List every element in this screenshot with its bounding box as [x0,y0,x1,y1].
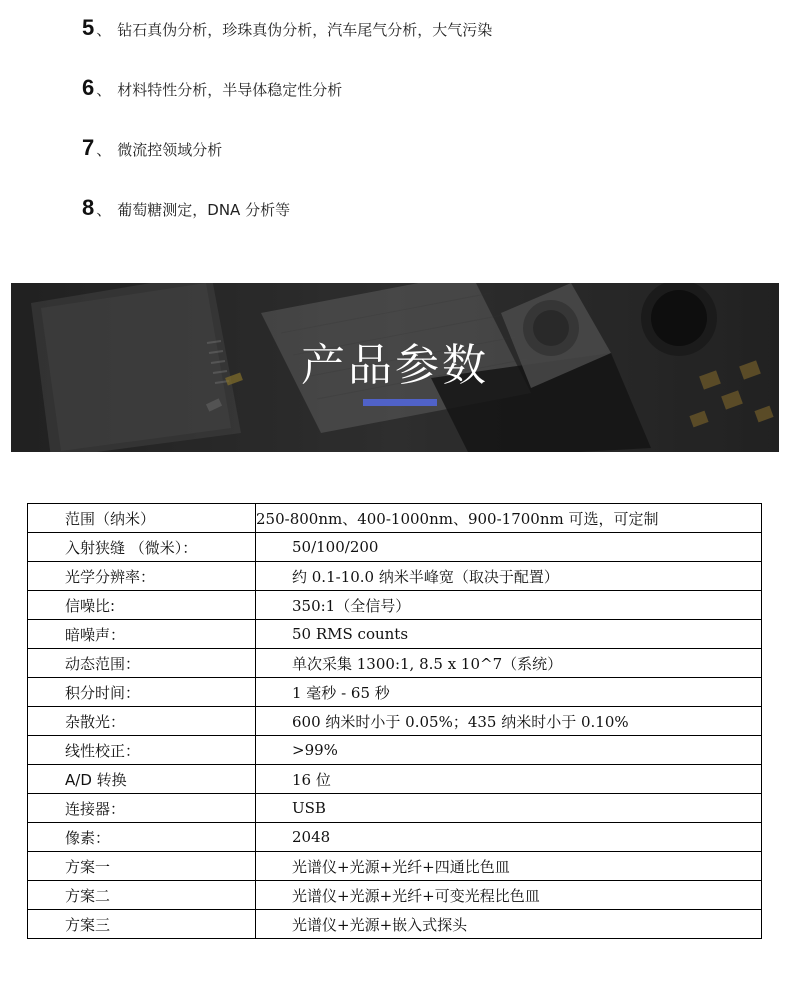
spec-value: 约 0.1-10.0 纳米半峰宽（取决于配置） [256,562,762,591]
spec-label: 范围（纳米） [28,504,256,533]
table-row [28,533,762,562]
spec-value: 2048 [256,823,762,852]
table-row [28,562,762,591]
spec-label: 方案三 [28,910,256,939]
item-text: 钻石真伪分析，珍珠真伪分析，汽车尾气分析，大气污染 [117,21,493,39]
title-underline [363,399,437,406]
spec-label: 入射狭缝 （微米）： [28,533,256,562]
spec-value: 1 毫秒 - 65 秒 [256,678,762,707]
table-row [28,910,762,939]
spec-value: 350:1（全信号） [256,591,762,620]
item-separator: 、 [96,21,112,39]
table-row [28,620,762,649]
item-text: 微流控领域分析 [117,141,223,159]
spec-value: 单次采集 1300:1, 8.5 x 10^7（系统） [256,649,762,678]
spec-label: 方案一 [28,852,256,881]
item-separator: 、 [96,81,112,99]
specs-table [27,503,762,939]
table-row [28,649,762,678]
spec-value: 光谱仪+光源+光纤+四通比色皿 [256,852,762,881]
table-row [28,678,762,707]
application-item [82,130,492,190]
application-item [82,10,492,70]
item-number: 7 [82,135,95,160]
item-number: 5 [82,15,95,40]
spec-value: 50 RMS counts [256,620,762,649]
spec-label: 像素： [28,823,256,852]
spec-value: 250-800nm、400-1000nm、900-1700nm 可选，可定制 [256,504,762,533]
item-number: 8 [82,195,95,220]
table-row [28,765,762,794]
item-text: 材料特性分析，半导体稳定性分析 [117,81,343,99]
table-row [28,881,762,910]
spec-label: 连接器： [28,794,256,823]
spec-label: 动态范围： [28,649,256,678]
spec-label: 光学分辨率： [28,562,256,591]
item-number: 6 [82,75,95,100]
table-row [28,823,762,852]
spec-label: A/D 转换 [28,765,256,794]
spec-value: USB [256,794,762,823]
spec-value: 16 位 [256,765,762,794]
table-row [28,794,762,823]
table-row [28,736,762,765]
spec-label: 杂散光： [28,707,256,736]
item-text: 葡萄糖测定，DNA 分析等 [117,201,291,219]
banner-title: 产品参数 [301,340,489,391]
table-row [28,707,762,736]
table-row [28,591,762,620]
spec-label: 积分时间： [28,678,256,707]
spec-value: 光谱仪+光源+嵌入式探头 [256,910,762,939]
application-item [82,70,492,130]
spec-value: 50/100/200 [256,533,762,562]
table-row [28,852,762,881]
spec-value: 光谱仪+光源+光纤+可变光程比色皿 [256,881,762,910]
spec-value: 600 纳米时小于 0.05%；435 纳米时小于 0.10% [256,707,762,736]
spec-value: >99% [256,736,762,765]
item-separator: 、 [96,201,112,219]
spec-label: 暗噪声： [28,620,256,649]
spec-label: 方案二 [28,881,256,910]
section-banner [11,283,779,452]
table-row [28,504,762,533]
application-list [82,10,492,250]
application-item [82,190,492,250]
spec-label: 信噪比: [28,591,256,620]
item-separator: 、 [96,141,112,159]
spec-label: 线性校正： [28,736,256,765]
